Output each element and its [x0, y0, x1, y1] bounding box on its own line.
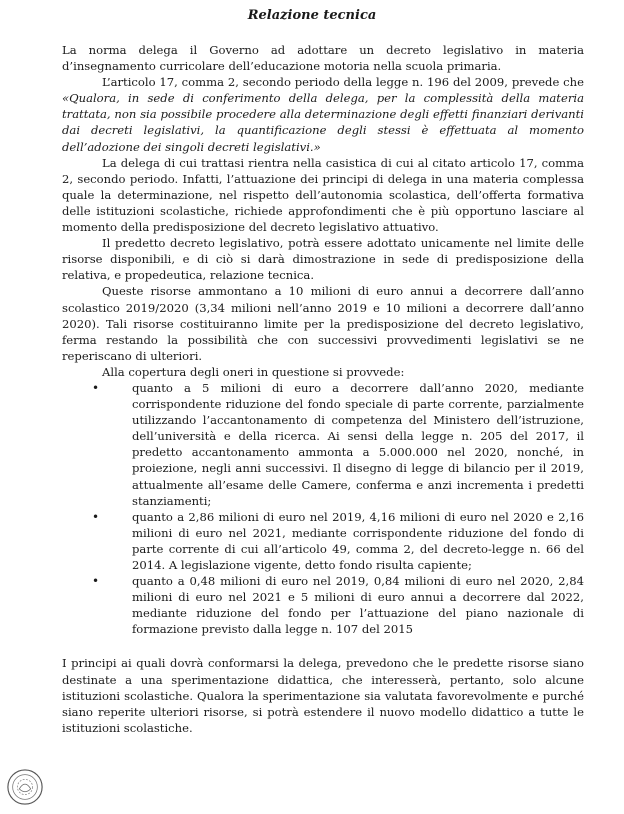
- paragraph-articolo-17-quote: «Qualora, in sede di conferimento della delega, per la complessità della materia trattata, non sia possibile procedere alla determinazione degli effetti finanziari derivanti dai decreti legislativi, la quantificazione degli stessi è effettuata al momento dell’adozione dei singoli decreti legislativi.»: [62, 91, 584, 154]
- document-body: [62, 42, 584, 736]
- paragraph-risorse: Queste risorse ammontano a 10 milioni di euro annui a decorrere dall’anno scolastico 2019/2020 (3,34 milioni nell’anno 2019 e 10 milioni a decorrere dall’anno 2020). Tali risorse costituiranno limite per la predisposizione del decreto legislativo, ferma restando la possibilità che con successivi provvedimenti legislativi se ne reperiscano di ulteriori.: [62, 284, 584, 363]
- bullet-icon: •: [92, 509, 100, 524]
- paragraph-principi: I principi ai quali dovrà conformarsi la delega, prevedono che le predette risorse siano destinate a una sperimentazione didattica, che interesserà, pertanto, solo alcune istituzioni scolastiche. Qualora la sperimentazione sia valutata favorevolmente e purché siano reperite ulteriori risorse, si potrà estendere il nuovo modello didattico a tutte le istituzioni scolastiche.: [62, 656, 584, 735]
- page-title: Relazione tecnica: [247, 8, 377, 23]
- paragraph-articolo-17: [62, 74, 584, 154]
- list-item: [62, 380, 584, 509]
- paragraph-articolo-17-intro: L’articolo 17, comma 2, secondo periodo della legge n. 196 del 2009, prevede che: [102, 75, 584, 90]
- list-item-text: quanto a 0,48 milioni di euro nel 2019, 0,84 milioni di euro nel 2020, 2,84 milioni di euro nel 2021 e 5 milioni di euro annui a decorrere dal 2022, mediante riduzione del fondo per l’attuazione del piano nazionale di formazione previsto dalla legge n. 107 del 2015: [132, 574, 584, 637]
- bullet-icon: •: [92, 574, 100, 589]
- list-item: [62, 509, 584, 573]
- seal-stamp-icon: [6, 768, 44, 806]
- paragraph-decreto: Il predetto decreto legislativo, potrà essere adottato unicamente nel limite delle risorse disponibili, e di ciò si darà dimostrazione in sede di predisposizione della relativa, e propedeutica, relazione tecnica.: [62, 236, 584, 283]
- paragraph-casistica: La delega di cui trattasi rientra nella casistica di cui al citato articolo 17, comma 2, secondo periodo. Infatti, l’attuazione dei principi di delega in una materia complessa quale la determinazione, nel rispetto dell’autonomia scolastica, dell’offerta formativa delle istituzioni scolastiche, richiede approfondimenti che è più opportuno lasciare al momento della predisposizione del decreto legislativo attuativo.: [62, 155, 584, 235]
- coverage-list: [62, 380, 584, 638]
- list-item-text: quanto a 5 milioni di euro a decorrere dall’anno 2020, mediante corrispondente riduzione del fondo speciale di parte corrente, parzialmente utilizzando l’accantonamento di competenza del Ministero dell’istruzione, dell’università e della ricerca. Ai sensi della legge n. 205 del 2017, il predetto accantonamento ammonta a 5.000.000 nel 2020, nonché, in proiezione, negli anni successivi. Il disegno di legge di bilancio per il 2019, attualmente all’esame delle Camere, conferma e anzi incrementa i predetti stanziamenti;: [132, 380, 584, 508]
- list-item: [62, 573, 584, 637]
- paragraph-copertura: Alla copertura degli oneri in questione si provvede:: [102, 364, 405, 379]
- list-item-text: quanto a 2,86 milioni di euro nel 2019, 4,16 milioni di euro nel 2020 e 2,16 milioni di euro nel 2021, mediante corrispondente riduzione del fondo di parte corrente di cui all’articolo 49, comma 2, del decreto-legge n. 66 del 2014. A legislazione vigente, detto fondo risulta capiente;: [132, 509, 584, 572]
- paragraph-delega: La norma delega il Governo ad adottare un decreto legislativo in materia d’insegnamento curricolare dell’educazione motoria nella scuola primaria.: [62, 43, 584, 74]
- bullet-icon: •: [92, 380, 100, 395]
